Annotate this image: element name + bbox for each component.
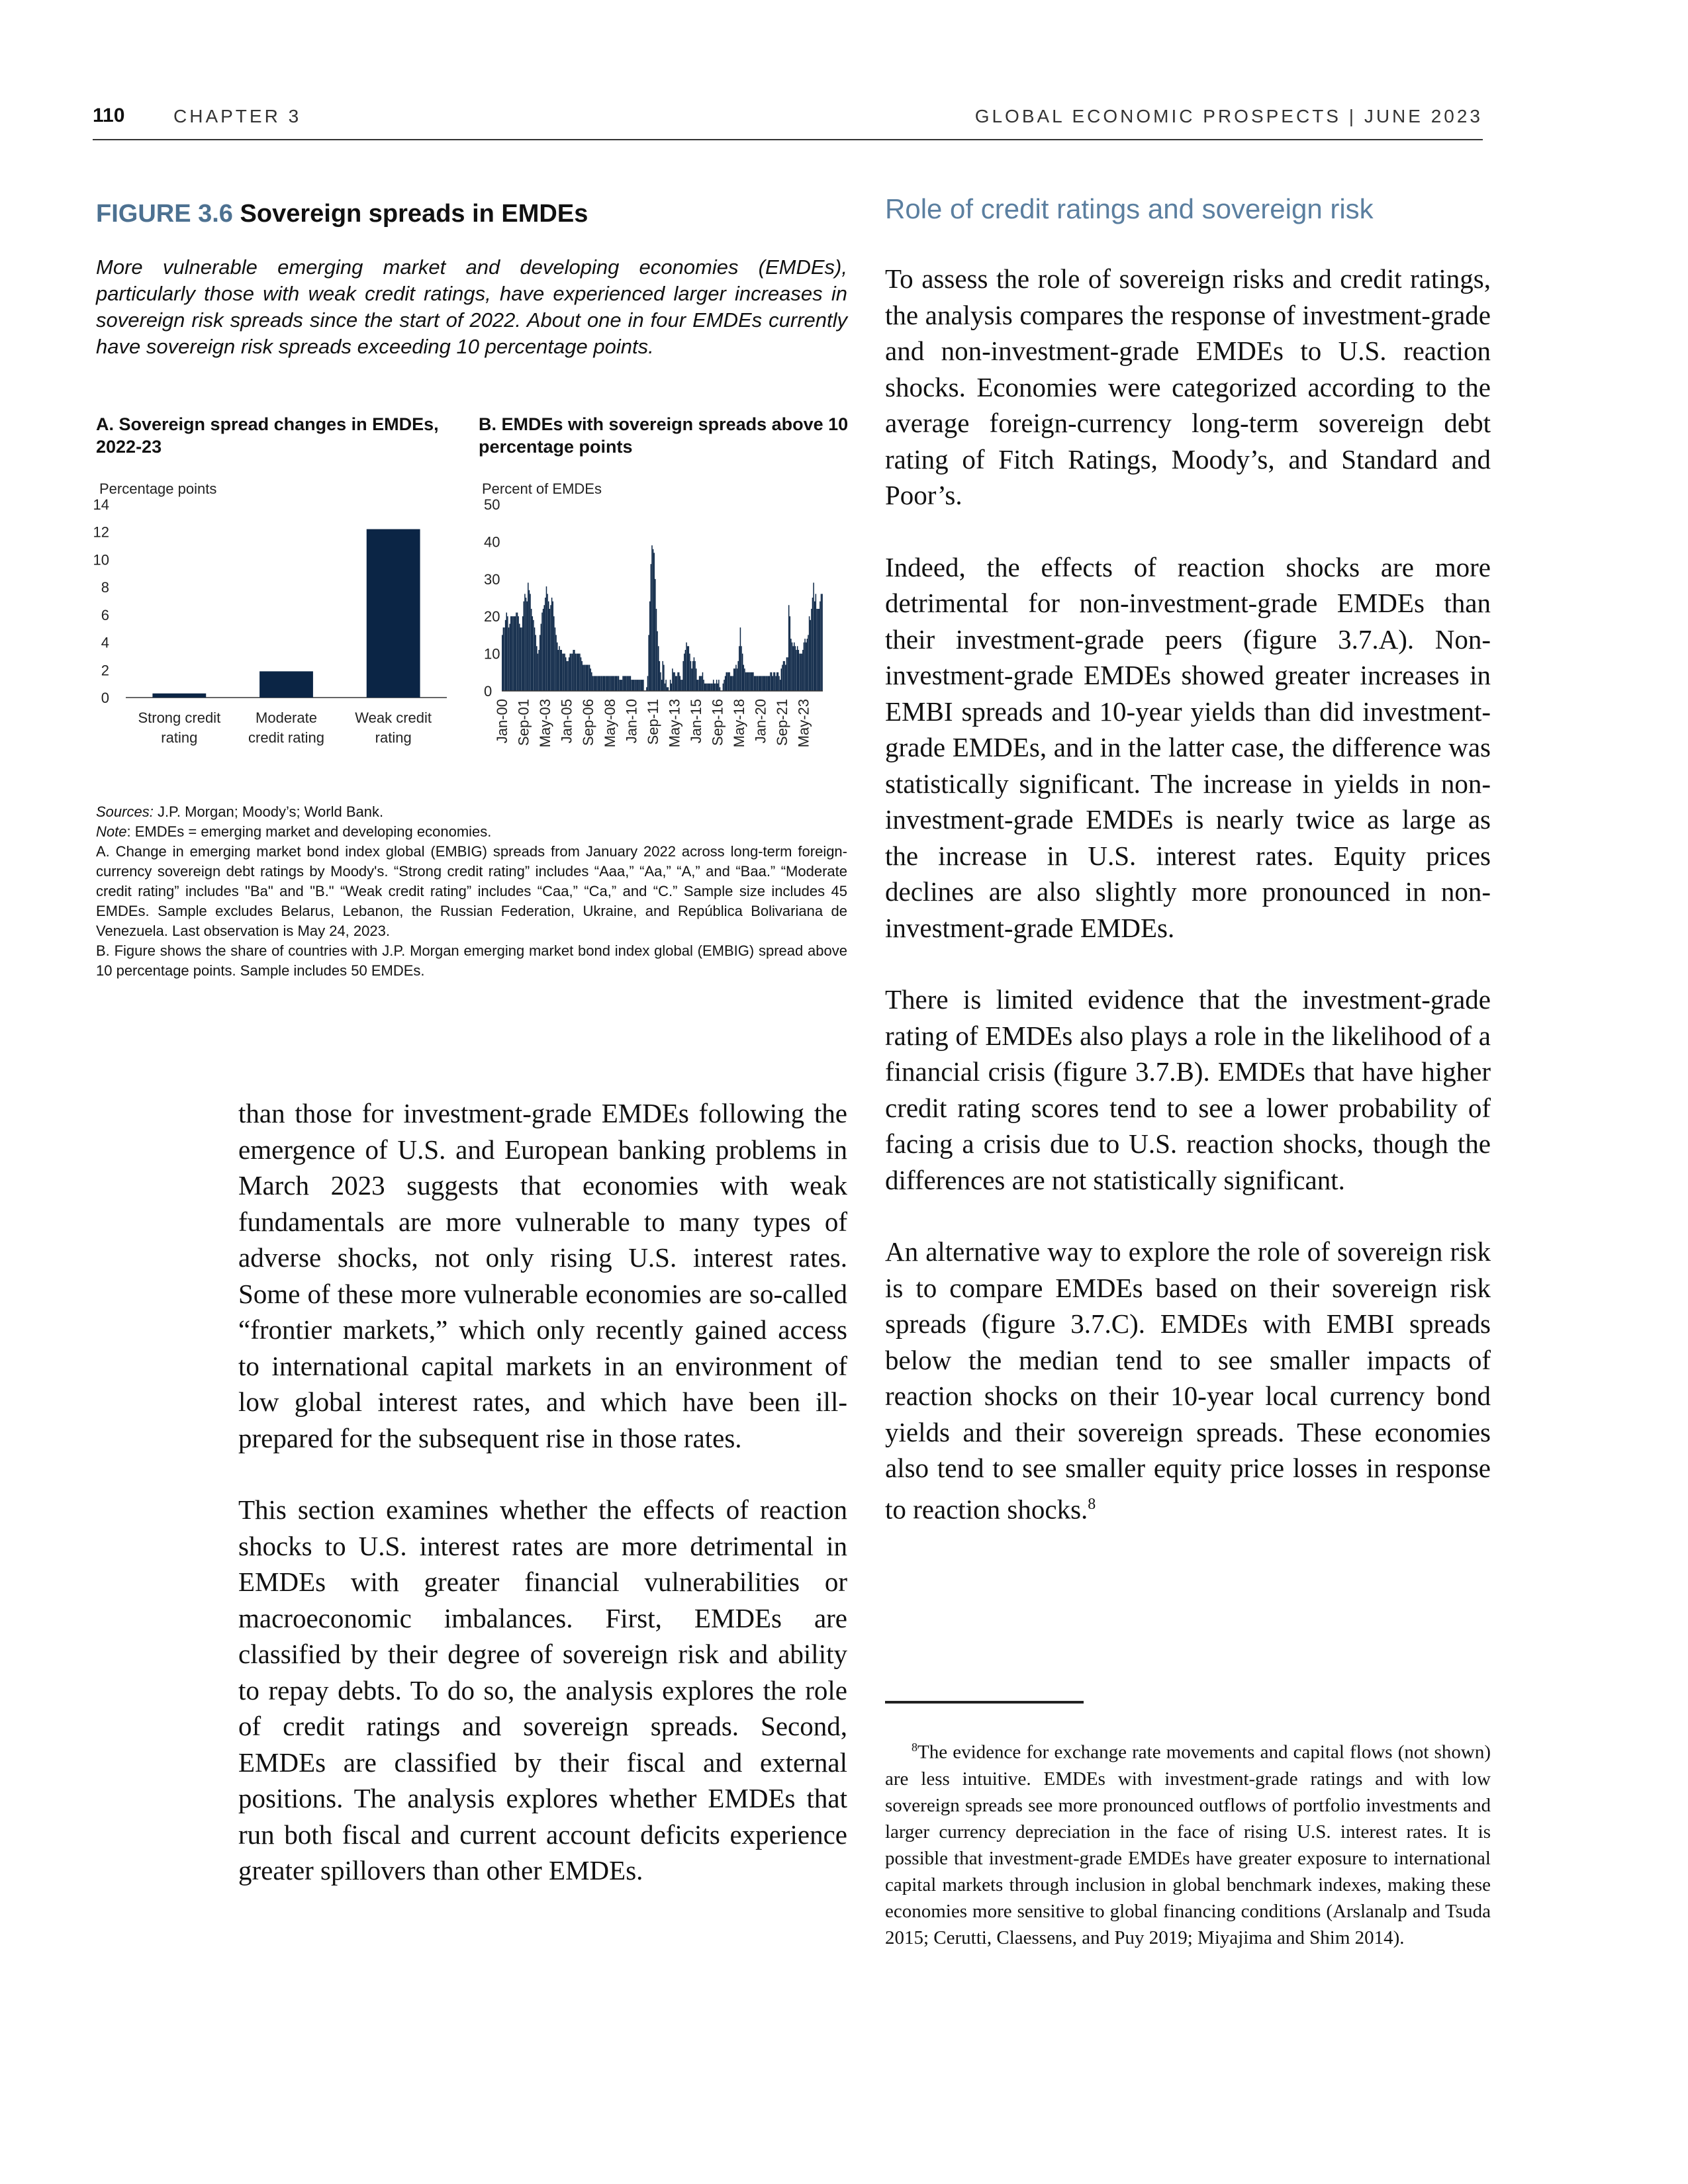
- bar: [812, 598, 813, 691]
- bar: [543, 605, 544, 691]
- bar: [783, 661, 784, 691]
- bar: [647, 676, 648, 691]
- bar: [632, 680, 633, 691]
- body-paragraph: than those for investment-grade EMDEs following the emergence of U.S. and European banking problems in March 2023 suggests that economies with weak fundamentals are more vulnerable to many types of adverse shocks, not only rising U.S. interest rates. Some of these more vulnerable economies are so-called “frontier markets,” which only recently gained access to international capital markets in an environment of low global interest rates, and which have been ill-prepared for the subsequent rise in those rates.: [238, 1098, 847, 1453]
- y-tick-label: 6: [101, 606, 109, 623]
- bar: [627, 676, 628, 691]
- bar: [744, 668, 745, 691]
- bar: [581, 661, 582, 691]
- bar: [594, 676, 595, 691]
- bar: [728, 672, 729, 691]
- y-tick-label: 0: [484, 683, 492, 700]
- bar: [587, 665, 588, 691]
- figure-3-6: [93, 199, 849, 981]
- bar: [529, 590, 530, 691]
- bar: [575, 654, 576, 691]
- bar: [775, 676, 776, 691]
- panel-a-title: A. Sovereign spread changes in EMDEs, 2022-23: [96, 414, 439, 457]
- bar: [560, 650, 561, 691]
- bar: [776, 672, 777, 691]
- body-paragraph: To assess the role of sovereign risks and credit ratings, the analysis compares the response of investment-grade and non-investment-grade EMDEs to U.S. reaction shocks. Economies were categorized according to the average foreign-currency long-term sovereign debt rating of Fitch Ratings, Moody’s, and Standard and Poor’s.: [885, 263, 1491, 510]
- body-paragraph: This section examines whether the effects of reaction shocks to U.S. interest rates are more detrimental in EMDEs with greater financial vulnerabilities or macroeconomic imbalances. First, EMDEs are classified by their degree of sovereign risk and ability to repay debts. To do so, the analysis explores the role of credit ratings and sovereign spreads. Second, EMDEs are classified by their fiscal and external positions. The analysis explores whether EMDEs that run both fiscal and current account deficits experience greater spillovers than other EMDEs.: [238, 1494, 847, 1886]
- bar: [795, 646, 796, 691]
- bar: [539, 635, 540, 691]
- y-tick-label: 20: [484, 608, 500, 625]
- figure-panels: [93, 413, 849, 784]
- bar: [792, 646, 793, 691]
- x-tick-label: May-03: [537, 699, 554, 748]
- bar: [636, 680, 637, 691]
- running-header: [93, 105, 1483, 138]
- bar: [604, 676, 605, 691]
- bar: [747, 672, 748, 691]
- x-tick-label: Moderate: [256, 709, 317, 726]
- bar: [646, 687, 647, 691]
- bar: [524, 594, 525, 691]
- sources-text: J.P. Morgan; Moody’s; World Bank.: [153, 803, 384, 820]
- bar: [616, 676, 617, 691]
- bar: [521, 627, 522, 691]
- bar: [531, 609, 532, 691]
- bar: [786, 657, 787, 691]
- bar: [798, 650, 799, 691]
- bar: [536, 646, 537, 691]
- bar: [656, 609, 657, 691]
- bar: [613, 676, 614, 691]
- bar: [754, 676, 755, 691]
- figure-title: [96, 199, 847, 229]
- bar: [564, 654, 565, 691]
- bar: [800, 654, 801, 691]
- y-tick-label: 4: [101, 634, 109, 651]
- bar: [726, 672, 727, 691]
- y-tick-label: 10: [93, 551, 109, 569]
- bar: [567, 661, 568, 691]
- bar: [690, 661, 691, 691]
- bar: [553, 616, 554, 691]
- y-tick-label: 10: [484, 645, 500, 662]
- y-tick-label: 30: [484, 570, 500, 588]
- bar: [788, 605, 789, 691]
- bar: [699, 676, 700, 691]
- x-tick-label: Jan-15: [687, 699, 704, 744]
- abbreviation-note: [96, 822, 847, 842]
- bar: [619, 680, 620, 691]
- bar: [152, 694, 206, 698]
- bar: [781, 668, 782, 691]
- bar: [761, 676, 762, 691]
- y-tick-label: 12: [93, 523, 109, 541]
- bar: [526, 602, 527, 691]
- bar: [733, 668, 734, 691]
- bar: [579, 654, 580, 691]
- figure-notes: [96, 802, 847, 981]
- y-tick-label: 50: [484, 496, 500, 513]
- paragraph-text: An alternative way to explore the role of sovereign risk is to compare EMDEs based on their sovereign risk spreads (figure 3.7.C). EMDEs with EMBI spreads below the median tend to see smaller impacts of reaction shocks on their 10-year local currency bond yields and their sovereign spreads. These economies also tend to see smaller equity price losses in response to reaction shocks.: [885, 1236, 1491, 1525]
- bar: [510, 616, 511, 691]
- bar: [512, 616, 513, 691]
- x-tick-label: May-08: [601, 699, 618, 748]
- bar: [541, 613, 542, 691]
- bar: [508, 627, 509, 691]
- bar: [648, 635, 649, 691]
- footnote-reference[interactable]: 8: [1088, 1495, 1096, 1513]
- bar: [668, 687, 669, 691]
- y-axis-label: Percent of EMDEs: [482, 480, 602, 497]
- bar: [773, 672, 774, 691]
- x-tick-label: May-13: [666, 699, 683, 748]
- bar: [507, 616, 508, 691]
- bar: [807, 639, 808, 691]
- bar: [606, 676, 607, 691]
- bar: [706, 684, 707, 691]
- x-tick-label: May-23: [795, 699, 812, 748]
- bar: [610, 676, 611, 691]
- bar: [785, 665, 786, 691]
- bar: [593, 676, 594, 691]
- panel-b: [479, 413, 849, 748]
- bar: [730, 676, 731, 691]
- bar: [620, 680, 621, 691]
- bar: [259, 671, 313, 698]
- bar: [601, 676, 602, 691]
- panel-b-title: B. EMDEs with sovereign spreads above 10 percentage points: [479, 414, 849, 457]
- bar: [522, 616, 523, 691]
- bar: [592, 676, 593, 691]
- x-tick-label: Jan-05: [558, 699, 575, 744]
- bar: [637, 680, 638, 691]
- bar: [757, 676, 758, 691]
- bar: [577, 654, 578, 691]
- body-paragraph: Indeed, the effects of reaction shocks are more detrimental for non-investment-grade EMDEs than their investment-grade peers (figure 3.7.A). Non-investment-grade EMDEs showed greater increases in EMBI spreads and 10-year yields than did investment-grade EMDEs, and in the latter case, the difference was statistically significant. The increase in yields in non-investment-grade EMDEs is nearly twice as large as the increase in U.S. interest rates. Equity prices declines are also slightly more pronounced in non-investment-grade EMDEs.: [885, 551, 1491, 943]
- bar: [771, 672, 772, 691]
- right-column: [885, 192, 1491, 1527]
- bar: [723, 684, 724, 691]
- bar: [630, 676, 631, 691]
- bar: [548, 602, 549, 691]
- x-tick-label: Sep-11: [644, 699, 661, 745]
- x-tick-label: Sep-21: [774, 699, 791, 746]
- x-tick-label: rating: [375, 729, 412, 746]
- figure-number: FIGURE 3.6: [96, 200, 233, 228]
- footnote: [885, 1734, 1491, 1951]
- chart-a-sovereign-spread-changes: [93, 479, 467, 770]
- bar: [649, 602, 650, 691]
- bar: [562, 654, 563, 691]
- bar: [811, 609, 812, 691]
- bar: [799, 654, 800, 691]
- bar: [778, 676, 779, 691]
- bar: [671, 684, 672, 691]
- bar: [558, 650, 559, 691]
- bar: [711, 684, 712, 691]
- bar: [555, 635, 556, 691]
- bar: [634, 680, 635, 691]
- bar: [768, 676, 769, 691]
- bar: [743, 665, 744, 691]
- bar: [615, 676, 616, 691]
- bar: [701, 676, 702, 691]
- bar: [688, 646, 689, 691]
- left-column: [238, 1095, 847, 1889]
- bar: [642, 680, 643, 691]
- bar: [715, 684, 716, 691]
- bar: [813, 582, 814, 691]
- bar: [670, 680, 671, 691]
- bar: [503, 627, 504, 691]
- bar: [631, 680, 632, 691]
- bar: [629, 676, 630, 691]
- bar: [635, 680, 636, 691]
- bar: [691, 668, 692, 691]
- bar: [732, 676, 733, 691]
- bar: [759, 676, 760, 691]
- bar: [770, 672, 771, 691]
- x-tick-label: May-18: [731, 699, 748, 748]
- bar: [713, 680, 714, 691]
- bar: [804, 639, 805, 691]
- bar: [766, 676, 767, 691]
- x-tick-label: Jan-20: [752, 699, 769, 744]
- bar: [589, 665, 590, 691]
- bar: [603, 676, 604, 691]
- x-tick-label: Sep-16: [709, 699, 726, 746]
- bar: [763, 676, 764, 691]
- bar: [659, 661, 660, 691]
- x-tick-label: Sep-06: [580, 699, 597, 746]
- bar: [550, 605, 551, 691]
- bar: [617, 676, 618, 691]
- bar: [533, 620, 534, 691]
- note-panel-b: B. Figure shows the share of countries with J.P. Morgan emerging market bond index global (EMBIG) spread above 10 percentage points. Sample includes 50 EMDEs.: [96, 942, 847, 979]
- bar: [774, 672, 775, 691]
- bar: [546, 586, 547, 691]
- bar: [572, 654, 573, 691]
- bar: [787, 657, 788, 691]
- bar: [682, 661, 683, 691]
- bar: [742, 654, 743, 691]
- page-number: 110: [93, 105, 125, 126]
- bar: [816, 609, 817, 691]
- body-paragraph: There is limited evidence that the investment-grade rating of EMDEs also plays a role in the likelihood of a financial crisis (figure 3.7.B). EMDEs that have higher credit rating scores tend to see a lower probability of facing a crisis due to U.S. reaction shocks, though the differences are not statistically significant.: [885, 984, 1491, 1195]
- bar: [520, 627, 521, 691]
- x-tick-label: Jan-10: [623, 699, 640, 744]
- bar: [740, 627, 741, 691]
- y-axis-label: Percentage points: [99, 480, 217, 497]
- sources-label: Sources:: [96, 803, 154, 820]
- bar: [651, 545, 652, 691]
- body-paragraph: [885, 1234, 1491, 1527]
- bar: [672, 668, 673, 691]
- bar: [746, 672, 747, 691]
- bar: [561, 650, 562, 691]
- bar: [549, 609, 550, 691]
- bar: [790, 639, 791, 691]
- bar: [570, 654, 571, 691]
- bar: [607, 676, 608, 691]
- bar: [515, 616, 516, 691]
- bar: [801, 654, 802, 691]
- bar: [663, 665, 664, 691]
- y-tick-label: 40: [484, 533, 500, 551]
- note-text: : EMDEs = emerging market and developing economies.: [126, 823, 492, 840]
- bar: [535, 635, 536, 691]
- bar: [509, 623, 510, 691]
- figure-title-text: Sovereign spreads in EMDEs: [240, 200, 588, 228]
- bar: [737, 661, 738, 691]
- bar: [758, 676, 759, 691]
- bar: [605, 676, 606, 691]
- bar: [622, 676, 623, 691]
- publication-title: GLOBAL ECONOMIC PROSPECTS | JUNE 2023: [974, 106, 1483, 126]
- bar: [660, 672, 661, 691]
- bar: [563, 654, 564, 691]
- bar: [769, 676, 770, 691]
- bar: [752, 672, 753, 691]
- x-tick-label: Sep-01: [515, 699, 532, 746]
- bar: [797, 646, 798, 691]
- footnote-rule: [885, 1701, 1084, 1704]
- bar: [674, 672, 675, 691]
- bar: [653, 553, 654, 691]
- x-tick-label: Jan-00: [494, 699, 510, 744]
- bar: [538, 650, 539, 691]
- note-label: Note: [96, 823, 127, 840]
- y-tick-label: 8: [101, 579, 109, 596]
- bar: [519, 623, 520, 691]
- bar: [725, 676, 726, 691]
- bar: [821, 594, 822, 691]
- bar: [692, 661, 693, 691]
- bar: [677, 672, 678, 691]
- bar: [517, 613, 518, 691]
- bar: [694, 661, 695, 691]
- panel-a: [93, 413, 467, 746]
- x-tick-label: credit rating: [248, 729, 324, 746]
- bar: [618, 676, 619, 691]
- bar: [718, 680, 719, 691]
- bar: [680, 680, 681, 691]
- bar: [673, 672, 674, 691]
- bar: [591, 672, 592, 691]
- header-rule: [93, 139, 1483, 140]
- y-tick-label: 14: [93, 496, 109, 513]
- bar: [689, 654, 690, 691]
- bar: [802, 650, 803, 691]
- bar: [714, 684, 715, 691]
- bar: [506, 613, 507, 691]
- bar: [633, 680, 634, 691]
- bar: [749, 672, 750, 691]
- x-tick-label: rating: [161, 729, 198, 746]
- bar: [809, 616, 810, 691]
- bar: [704, 684, 705, 691]
- bar: [596, 676, 597, 691]
- bar: [665, 680, 666, 691]
- bar: [625, 676, 626, 691]
- bar: [708, 684, 709, 691]
- bar: [703, 680, 704, 691]
- bar: [745, 672, 746, 691]
- section-heading: Role of credit ratings and sovereign risk: [885, 193, 1374, 224]
- bar: [576, 654, 577, 691]
- footnote-marker: 8: [912, 1741, 917, 1754]
- bar: [598, 676, 599, 691]
- x-tick-label: Strong credit: [138, 709, 221, 726]
- bar: [584, 665, 585, 691]
- bar: [702, 672, 703, 691]
- bar: [661, 680, 662, 691]
- chapter-label: CHAPTER 3: [173, 106, 302, 126]
- bar: [685, 650, 686, 691]
- bar: [687, 646, 688, 691]
- bar: [818, 609, 819, 691]
- bar: [532, 616, 533, 691]
- note-panel-a: A. Change in emerging market bond index global (EMBIG) spreads from January 2022 across long-term foreign-currency sovereign debt ratings by Moody's. “Strong credit rating” includes “Aaa,” “Aa,” “A,” and “Baa.” “Moderate credit rating” includes "Ba" and "B." “Weak credit rating” includes “Caa,” “Ca,” and “C.” Sample size includes 45 EMDEs. Sample excludes Belarus, Lebanon, the Russian Federation, Ukraine, and República Bolivariana de Venezuela. Last observation is May 24, 2023.: [96, 843, 847, 939]
- y-tick-label: 2: [101, 662, 109, 679]
- bar: [552, 602, 553, 691]
- sources-note: [96, 802, 847, 822]
- figure-subtitle: More vulnerable emerging market and developing economies (EMDEs), particularly those with weak credit ratings, have experienced larger increases in sovereign risk spreads since the start of 2022. About one in four EMDEs currently have sovereign risk spreads exceeding 10 percentage points.: [96, 255, 847, 358]
- x-tick-label: Weak credit: [355, 709, 432, 726]
- bar: [565, 657, 566, 691]
- bar: [735, 665, 736, 691]
- footnote-text: The evidence for exchange rate movements and capital flows (not shown) are less intuitive. EMDEs with investment-grade ratings and with low sovereign spreads see more pronounced outflows of portfolio investments and larger currency depreciation in the face of rising U.S. interest rates. It is possible that investment-grade EMDEs have greater exposure to international capital markets through inclusion in global benchmark indexes, making these economies more sensitive to global financing conditions (Arslanalp and Tsuda 2015; Cerutti, Claessens, and Puy 2019; Miyajima and Shim 2014).: [885, 1741, 1491, 1948]
- chart-b-emdes-above-10pp: [479, 479, 849, 770]
- bar: [731, 676, 732, 691]
- bar: [367, 529, 420, 698]
- bar: [658, 646, 659, 691]
- bar: [608, 676, 609, 691]
- bar: [534, 627, 535, 691]
- bar: [505, 620, 506, 691]
- bar: [814, 602, 815, 691]
- bar: [574, 650, 575, 691]
- y-tick-label: 0: [101, 690, 109, 706]
- bar: [716, 680, 717, 691]
- bar: [756, 676, 757, 691]
- bar: [639, 680, 640, 691]
- bar: [697, 680, 698, 691]
- bar: [675, 676, 676, 691]
- bar: [551, 598, 552, 691]
